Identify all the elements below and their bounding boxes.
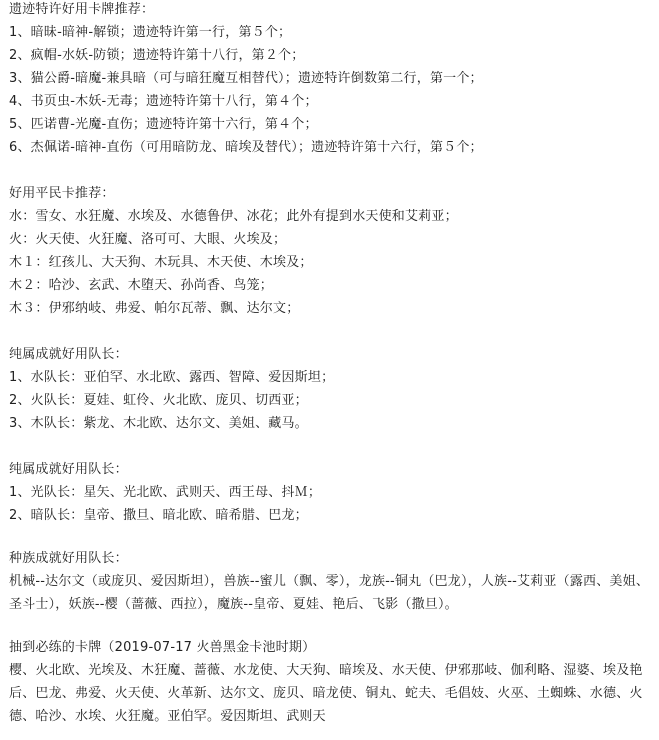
list-item: 2、火队长：夏娃、虹伶、火北欧、庞贝、切西亚； [9,393,308,408]
list-item: 1、光队长：星矢、光北欧、武则天、西王母、抖Ｍ； [9,485,322,500]
list-item: 木２：哈沙、玄武、木堕天、孙尚香、鸟笼； [9,278,274,293]
list-item: 2、暗队长：皇帝、撒旦、暗北欧、暗希腊、巴龙； [9,508,308,523]
section-title-leaders-light-dark: 纯属成就好用队长： [9,462,128,477]
list-item: 水：雪女、水狂魔、水埃及、水德鲁伊、冰花；此外有提到水天使和艾莉亚； [9,209,458,224]
list-item: 3、猫公爵-暗魔-兼具暗（可与暗狂魔互相替代）；遗迹特许倒数第二行，第一个； [9,71,483,86]
list-item: 5、匹诺曹-光魔-直伤；遗迹特许第十六行，第４个； [9,117,318,132]
list-item: 3、木队长：紫龙、木北欧、达尔文、美姐、藏马。 [9,416,308,431]
section-title-relic: 遗迹特许好用卡牌推荐： [9,2,155,17]
list-item: 木１：红孩儿、大天狗、木玩具、木天使、木埃及； [9,255,313,270]
section-title-civilian: 好用平民卡推荐： [9,186,115,201]
race-paragraph: 机械--达尔文（或庞贝、爱因斯坦），兽族--蜜儿（飘、零），龙族--铜丸（巴龙），人族--艾莉亚（露西、美姐、圣斗士），妖族--樱（蔷薇、西拉），魔族--皇帝、夏娃、艳后、飞影（撒旦）。 [9,574,650,612]
list-item: 1、水队长：亚伯罕、水北欧、露西、智障、爱因斯坦； [9,370,335,385]
list-item: 4、书页虫-木妖-无毒；遗迹特许第十八行，第４个； [9,94,318,109]
list-item: 2、疯帽-水妖-防锁；遗迹特许第十八行，第２个； [9,48,305,63]
list-item: 1、暗昧-暗神-解锁；遗迹特许第一行，第５个； [9,25,292,40]
section-title-must-train: 抽到必练的卡牌（2019-07-17 火兽黑金卡池时期） [9,640,316,655]
must-train-paragraph: 樱、火北欧、光埃及、木狂魔、蔷薇、水龙使、大天狗、暗埃及、水天使、伊邪那岐、伽利略、湿婆、埃及艳后、巴龙、弗爱、火天使、火革新、达尔文、庞贝、暗龙使、铜丸、蛇夫、毛倡妓、火巫、土蜘蛛、水德、火德、哈沙、水埃、火狂魔。亚伯罕。爱因斯坦、武则天 [9,663,643,724]
list-item: 木３：伊邪纳岐、弗爱、帕尔瓦蒂、飘、达尔文； [9,301,300,316]
list-item: 火：火天使、火狂魔、洛可可、大眼、火埃及； [9,232,287,247]
section-title-race: 种族成就好用队长： [9,551,128,566]
section-title-leaders-attribute: 纯属成就好用队长： [9,347,128,362]
list-item: 6、杰佩诺-暗神-直伤（可用暗防龙、暗埃及替代）；遗迹特许第十六行，第５个； [9,140,483,155]
